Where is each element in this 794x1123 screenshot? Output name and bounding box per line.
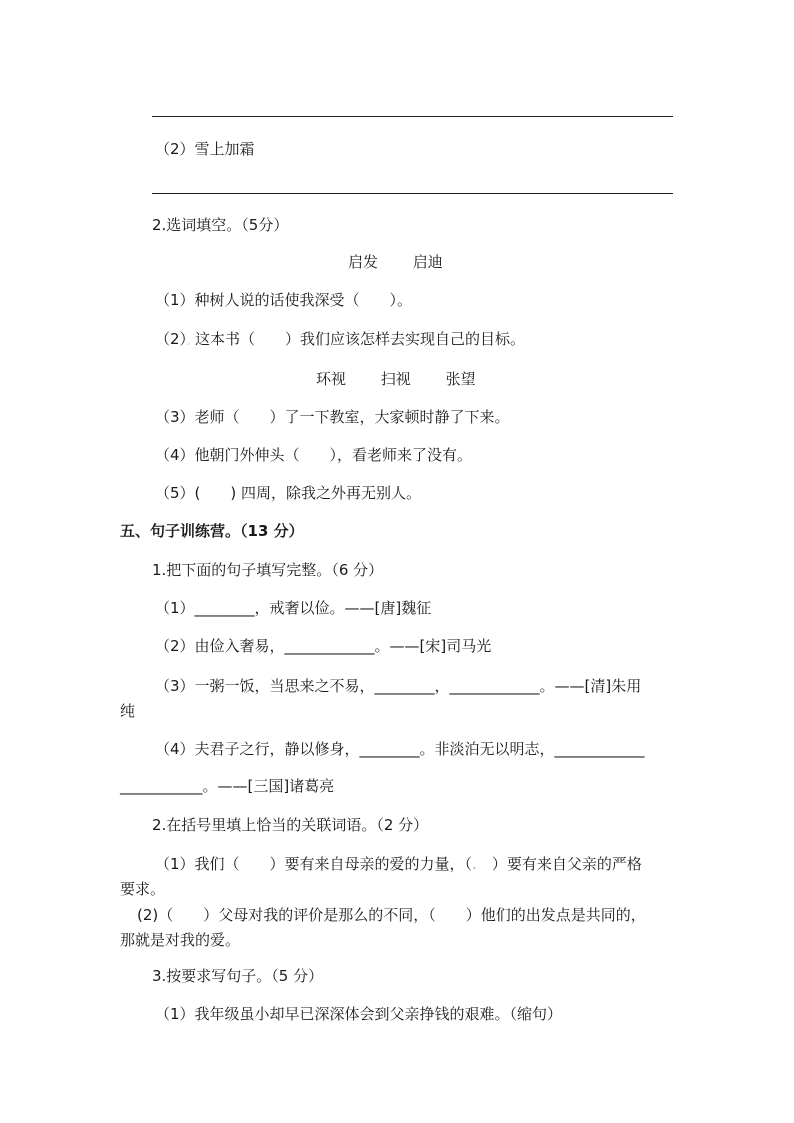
fill-sentence-3: （3）老师（ ）了一下教室，大家顿时静了下来。 bbox=[155, 408, 510, 426]
quote-fill-3-wrap: 纯 bbox=[120, 702, 136, 720]
word-bank-2 bbox=[316, 368, 476, 389]
section-5-heading: 五、句子训练营。（13 分） bbox=[120, 522, 304, 540]
word-option: 启发 bbox=[348, 253, 379, 271]
quote-fill-2: （2）由俭入奢易，____________。——[宋]司马光 bbox=[155, 637, 492, 655]
conjunction-sentence-1 bbox=[155, 853, 642, 874]
sentence-text: 这本书（ ）我们应该怎样去实现自己的目标。 bbox=[195, 330, 526, 348]
quote-fill-1: （1）________，戒奢以俭。——[唐]魏征 bbox=[155, 599, 432, 617]
item-number: （2） bbox=[155, 330, 188, 348]
question-5-1-title: 1.把下面的句子填写完整。（6 分） bbox=[152, 561, 384, 579]
quote-fill-4-wrap: ___________。——[三国]诸葛亮 bbox=[120, 777, 335, 795]
conjunction-sentence-2: (2)（ ）父母对我的评价是那么的不同，（ ）他们的出发点是共同的， bbox=[137, 906, 646, 924]
answer-line-1 bbox=[152, 116, 673, 117]
quote-fill-3: （3）一粥一饭，当思来之不易，________，____________。——[清]朱用 bbox=[155, 677, 642, 695]
word-option: 环视 bbox=[316, 370, 347, 388]
question-4-2-title: 2.选词填空。（5分） bbox=[152, 216, 289, 234]
word-option: 扫视 bbox=[380, 370, 411, 388]
rewrite-sentence-1: （1）我年级虽小却早已深深体会到父亲挣钱的艰难。（缩句） bbox=[155, 1005, 563, 1023]
sentence-text: （1）我们（ ）要有来自母亲的爱的力量，（ bbox=[155, 855, 473, 873]
word-bank-1 bbox=[348, 251, 443, 272]
word-option: 启迪 bbox=[412, 253, 443, 271]
idiom-item-2: （2）雪上加霜 bbox=[155, 140, 255, 158]
conjunction-sentence-2-wrap: 那就是对我的爱。 bbox=[120, 931, 241, 949]
answer-line-2 bbox=[152, 193, 673, 194]
sentence-text: ）要有来自父亲的严格 bbox=[476, 855, 642, 873]
stray-mark: . bbox=[472, 855, 477, 873]
fill-sentence-1: （1）种树人说的话使我深受（ ）。 bbox=[155, 291, 413, 309]
fill-sentence-4: （4）他朝门外伸头（ ），看老师来了没有。 bbox=[155, 446, 473, 464]
conjunction-sentence-1-wrap: 要求。 bbox=[120, 880, 166, 898]
word-option: 张望 bbox=[445, 370, 476, 388]
question-5-3-title: 3.按要求写句子。（5 分） bbox=[152, 967, 324, 985]
fill-sentence-2 bbox=[155, 328, 525, 349]
question-5-2-title: 2.在括号里填上恰当的关联词语。（2 分） bbox=[152, 816, 429, 834]
quote-fill-4: （4）夫君子之行，静以修身，________。非淡泊无以明志，____________ bbox=[155, 740, 645, 758]
stray-mark: 。 bbox=[187, 337, 196, 346]
fill-sentence-5: （5）( ) 四周，除我之外再无别人。 bbox=[155, 484, 422, 502]
